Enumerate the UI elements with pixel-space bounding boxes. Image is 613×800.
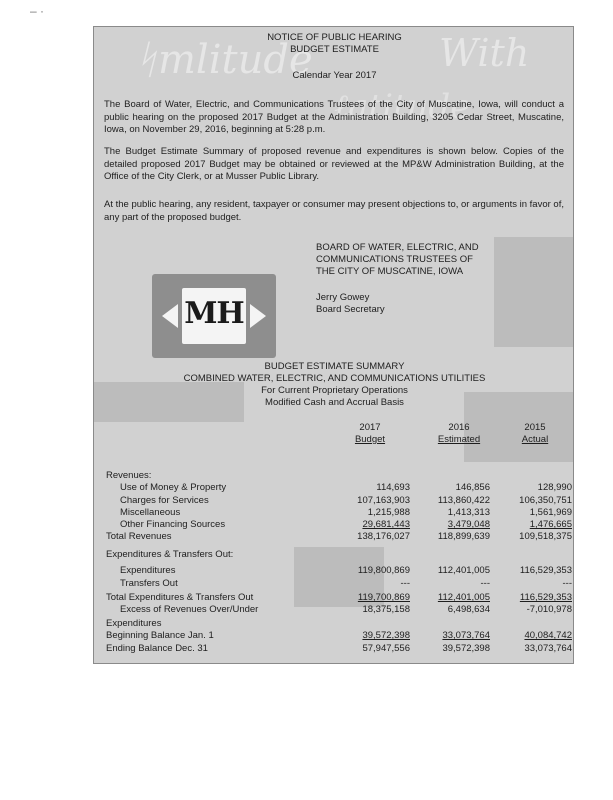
table-cell: 33,073,764 <box>524 643 572 654</box>
row-label: Expenditures <box>106 618 162 629</box>
row-label: Charges for Services <box>120 495 209 506</box>
table-cell: 112,401,005 <box>437 592 490 603</box>
table-cell: 114,693 <box>376 482 410 493</box>
row-label: Transfers Out <box>120 578 178 589</box>
table-cell: 119,800,869 <box>357 565 410 576</box>
bleed-through-text: ℓatitude <box>334 87 471 127</box>
board-name-line: COMMUNICATIONS TRUSTEES OF <box>316 254 473 265</box>
table-cell: 138,176,027 <box>357 531 410 542</box>
column-year: 2016 <box>448 422 470 433</box>
table-cell: 39,572,398 <box>442 643 490 654</box>
table-cell: 107,163,903 <box>357 495 410 506</box>
row-label: Expenditures <box>120 565 176 576</box>
column-header <box>499 422 571 446</box>
table-cell: 1,215,988 <box>367 507 410 518</box>
table-cell: 1,561,969 <box>529 507 572 518</box>
summary-title: BUDGET ESTIMATE SUMMARY <box>264 361 405 372</box>
table-cell: 113,860,422 <box>437 495 490 506</box>
table-cell: 18,375,158 <box>362 604 410 615</box>
table-cell: 3,479,048 <box>447 519 490 530</box>
summary-subtitle: Modified Cash and Accrual Basis <box>265 397 404 408</box>
row-label: Revenues: <box>106 470 152 481</box>
scan-speck: – · <box>30 4 45 18</box>
column-header <box>330 422 410 446</box>
table-cell: 57,947,556 <box>362 643 410 654</box>
row-label: Beginning Balance Jan. 1 <box>106 630 214 641</box>
table-cell: 40,084,742 <box>524 630 572 641</box>
table-cell: 128,990 <box>537 482 572 493</box>
row-label: Miscellaneous <box>120 507 181 518</box>
utility-logo <box>152 274 276 358</box>
board-name-line: BOARD OF WATER, ELECTRIC, AND <box>316 242 479 253</box>
column-header <box>419 422 499 446</box>
table-cell: 6,498,634 <box>447 604 490 615</box>
row-label: Ending Balance Dec. 31 <box>106 643 208 654</box>
summary-subtitle: COMBINED WATER, ELECTRIC, AND COMMUNICATIONS UTILITIES <box>183 373 486 384</box>
column-label: Budget <box>354 434 386 445</box>
table-cell: 109,518,375 <box>519 531 572 542</box>
table-cell: --- <box>562 578 572 589</box>
row-label: Total Revenues <box>106 531 172 542</box>
notice-subtitle: BUDGET ESTIMATE <box>290 44 379 55</box>
hearing-paragraph: The Board of Water, Electric, and Communications Trustees of the City of Muscatine, Iowa, will conduct a public hearing on the proposed 2017 Budget at the Administration Building, 3205 Cedar Street, Muscatine, Iowa, on November 29, 2016, beginning at 5:28 p.m. <box>104 99 564 135</box>
signer-title: Board Secretary <box>316 304 385 315</box>
table-cell: 1,413,313 <box>447 507 490 518</box>
objections-paragraph: At the public hearing, any resident, taxpayer or consumer may present objections to, or arguments in favor of, any part of the proposed budget. <box>104 199 564 223</box>
table-cell: 33,073,764 <box>442 630 490 641</box>
notice-title: NOTICE OF PUBLIC HEARING <box>267 32 402 43</box>
calendar-year: Calendar Year 2017 <box>292 70 377 81</box>
table-cell: --- <box>400 578 410 589</box>
bleed-through-text: ᛋmlitude <box>134 37 313 83</box>
row-label: Excess of Revenues Over/Under <box>120 604 259 615</box>
column-year: 2015 <box>524 422 546 433</box>
row-label: Use of Money & Property <box>120 482 227 493</box>
table-cell: 112,401,005 <box>437 565 490 576</box>
summary-subtitle: For Current Proprietary Operations <box>261 385 408 396</box>
table-cell: 118,899,639 <box>437 531 490 542</box>
column-label: Estimated <box>437 434 481 445</box>
row-label: Total Expenditures & Transfers Out <box>106 592 254 603</box>
column-year: 2017 <box>359 422 381 433</box>
board-name-line: THE CITY OF MUSCATINE, IOWA <box>316 266 464 277</box>
table-cell: 39,572,398 <box>362 630 410 641</box>
bleed-through-text: With <box>439 31 530 75</box>
table-cell: -7,010,978 <box>526 604 572 615</box>
table-cell: 119,700,869 <box>357 592 410 603</box>
table-cell: 116,529,353 <box>519 565 572 576</box>
logo-arrow-right <box>250 304 266 328</box>
table-cell: 146,856 <box>455 482 490 493</box>
signer-name: Jerry Gowey <box>316 292 370 303</box>
table-cell: 1,476,665 <box>529 519 572 530</box>
row-label: Other Financing Sources <box>120 519 226 530</box>
logo-arrow-left <box>162 304 178 328</box>
budget-notice <box>93 26 574 664</box>
row-label: Expenditures & Transfers Out: <box>106 549 234 560</box>
table-cell: 106,350,751 <box>519 495 572 506</box>
table-cell: 116,529,353 <box>519 592 572 603</box>
column-label: Actual <box>521 434 549 445</box>
bleed-through-ad <box>494 237 574 347</box>
logo-mark: MH <box>184 296 244 331</box>
table-cell: --- <box>480 578 490 589</box>
table-cell: 29,681,443 <box>362 519 410 530</box>
summary-paragraph: The Budget Estimate Summary of proposed revenue and expenditures is shown below. Copies of the detailed proposed 2017 Budget may be obtained or reviewed at the MP&W Administration Building, at the Office of the City Clerk, or at Musser Public Library. <box>104 146 564 182</box>
